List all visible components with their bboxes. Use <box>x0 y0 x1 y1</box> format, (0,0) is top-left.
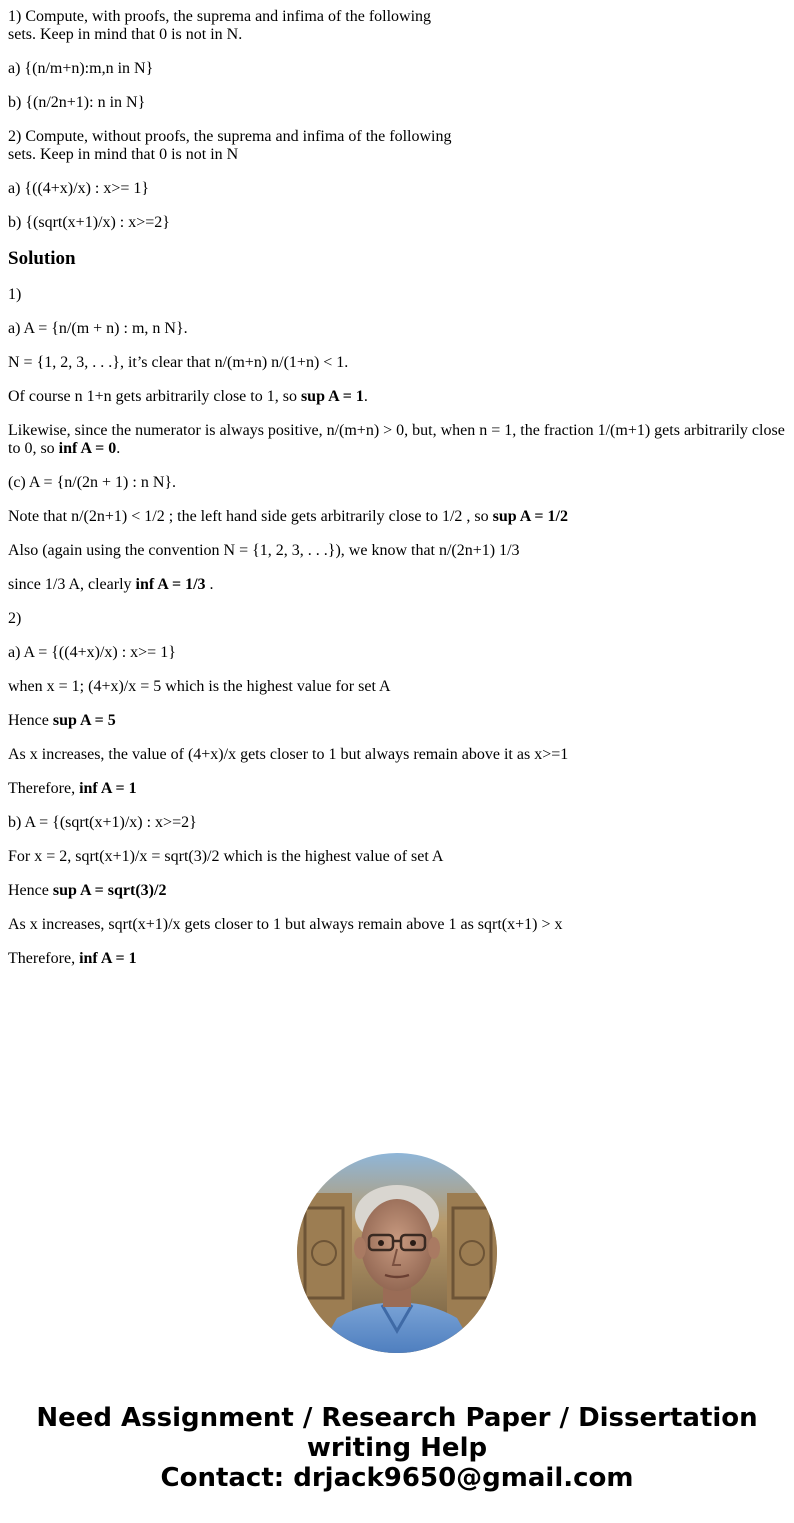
solution-1c-sup <box>8 508 788 526</box>
solution-2a-set: a) A = {((4+x)/x) : x>= 1} <box>8 644 176 661</box>
promo-footer <box>0 1403 794 1493</box>
solution-1a-inf-punct: . <box>116 440 121 457</box>
solution-1a-n-definition: N = {1, 2, 3, . . .}, it’s clear that n/(m+n) n/(1+n) < 1. <box>8 354 349 371</box>
solution-1c-inf-punct: . <box>205 576 214 593</box>
solution-2b-sup <box>8 882 788 900</box>
solution-1c-inf <box>8 576 788 594</box>
solution-1c-sup-result: sup A = 1/2 <box>492 508 568 525</box>
promo-contact: Contact: drjack9650@gmail.com <box>160 1463 634 1493</box>
question-1-line-1: 1) Compute, with proofs, the suprema and infima of the following <box>8 8 432 25</box>
solution-2a-sup <box>8 712 788 730</box>
solution-1c-convention: Also (again using the convention N = {1, 2, 3, . . .}), we know that n/(2n+1) 1/3 <box>8 542 520 559</box>
question-2-part-a: a) {((4+x)/x) : x>= 1} <box>8 180 150 197</box>
solution-2a-inf-text: Therefore, <box>8 780 80 797</box>
solution-2a-sup-result: sup A = 5 <box>52 712 116 729</box>
question-2-part-b: b) {(sqrt(x+1)/x) : x>=2} <box>8 214 170 231</box>
solution-1a-inf <box>8 422 788 458</box>
solution-1a-sup-punct: . <box>363 388 368 405</box>
solution-part-1-label: 1) <box>8 286 22 303</box>
question-1 <box>8 8 788 44</box>
question-2-line-1: 2) Compute, without proofs, the suprema and infima of the following <box>8 128 452 145</box>
solution-part-2-label: 2) <box>8 610 22 627</box>
solution-1c-inf-result: inf A = 1/3 <box>135 576 206 593</box>
solution-2b-inf-text: Therefore, <box>8 950 80 967</box>
author-avatar <box>297 1153 497 1353</box>
solution-1a-sup-result: sup A = 1 <box>300 388 364 405</box>
question-2 <box>8 128 788 164</box>
question-1-part-b: b) {(n/2n+1): n in N} <box>8 94 146 111</box>
solution-2a-inf-result: inf A = 1 <box>79 780 137 797</box>
solution-1c-sup-text: Note that n/(2n+1) < 1/2 ; the left hand side gets arbitrarily close to 1/2 , so <box>8 508 493 525</box>
solution-2a-inf <box>8 780 788 798</box>
question-1-line-2: sets. Keep in mind that 0 is not in N. <box>8 26 243 43</box>
solution-2b-increases: As x increases, sqrt(x+1)/x gets closer to 1 but always remain above 1 as sqrt(x+1) > x <box>8 916 563 933</box>
solution-2b-inf-result: inf A = 1 <box>79 950 137 967</box>
solution-2b-sup-result: sup A = sqrt(3)/2 <box>52 882 167 899</box>
solution-1a-sup-text: Of course n 1+n gets arbitrarily close to 1, so <box>8 388 301 405</box>
solution-1c-inf-text: since 1/3 A, clearly <box>8 576 136 593</box>
solution-2a-when: when x = 1; (4+x)/x = 5 which is the highest value for set A <box>8 678 391 695</box>
solution-1c-set: (c) A = {n/(2n + 1) : n N}. <box>8 474 177 491</box>
author-portrait-image <box>297 1153 497 1353</box>
solution-1a-inf-result: inf A = 0 <box>58 440 117 457</box>
solution-2a-increases: As x increases, the value of (4+x)/x gets closer to 1 but always remain above it as x>=1 <box>8 746 569 763</box>
solution-2b-sup-text: Hence <box>8 882 53 899</box>
solution-1a-sup <box>8 388 788 406</box>
solution-1a-set: a) A = {n/(m + n) : m, n N}. <box>8 320 188 337</box>
question-2-line-2: sets. Keep in mind that 0 is not in N <box>8 146 239 163</box>
question-1-part-a: a) {(n/m+n):m,n in N} <box>8 60 154 77</box>
solution-1a-inf-text: Likewise, since the numerator is always positive, n/(m+n) > 0, but, when n = 1, the fraction 1/(m+1) gets arbitrarily close to 0, so <box>8 422 785 457</box>
solution-2b-inf <box>8 950 788 968</box>
document-body <box>8 8 788 984</box>
solution-2b-for: For x = 2, sqrt(x+1)/x = sqrt(3)/2 which is the highest value of set A <box>8 848 444 865</box>
solution-2a-sup-text: Hence <box>8 712 53 729</box>
solution-2b-set: b) A = {(sqrt(x+1)/x) : x>=2} <box>8 814 197 831</box>
solution-heading: Solution <box>8 248 76 269</box>
promo-line-2: writing Help <box>306 1433 488 1463</box>
promo-line-1: Need Assignment / Research Paper / Dissertation <box>36 1403 758 1433</box>
